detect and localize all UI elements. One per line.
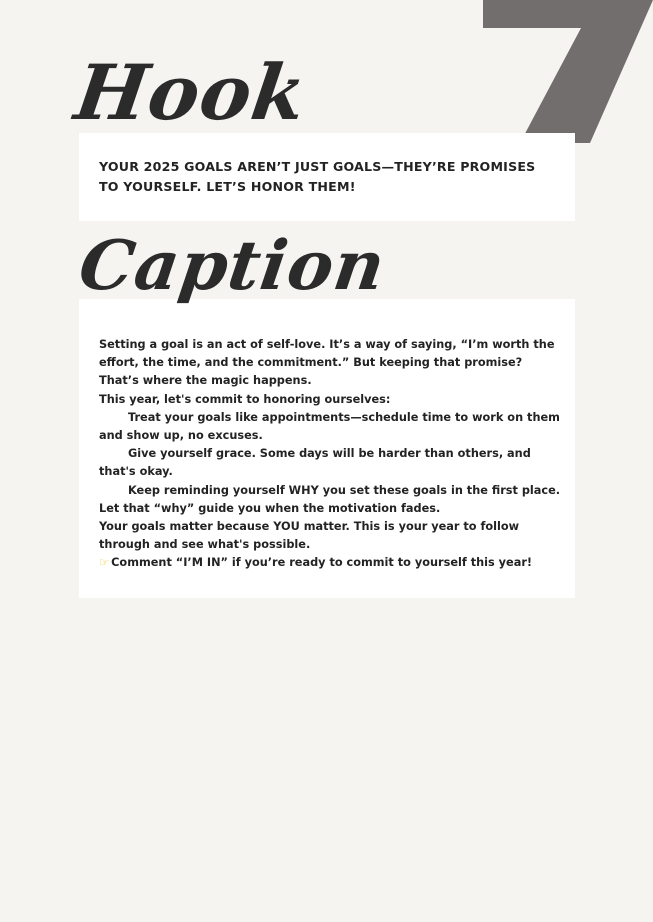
- caption-intro: Setting a goal is an act of self-love. It’s a way of saying, “I’m worth the effort, the time, and the commitment.” But keeping that promise? That’s where the magic happens.: [99, 338, 555, 388]
- caption-closing: Your goals matter because YOU matter. This is your year to follow through and see what's possible.: [99, 520, 520, 552]
- pointing-hand-icon: ☞: [99, 556, 110, 570]
- hook-text: YOUR 2025 GOALS AREN’T JUST GOALS—THEY’RE PROMISES TO YOURSELF. LET’S HONOR THEM!: [99, 159, 536, 194]
- caption-lead-in: This year, let's commit to honoring ourselves:: [99, 392, 391, 406]
- cta-text: Comment “I’M IN” if you’re ready to commit to yourself this year!: [111, 556, 533, 570]
- caption-point: Give yourself grace. Some days will be harder than others, and that's okay.: [99, 447, 531, 479]
- caption-heading: Caption: [74, 226, 391, 306]
- caption-point: Treat your goals like appointments—schedule time to work on them and show up, no excuses.: [99, 410, 560, 443]
- hook-panel: [79, 133, 575, 221]
- caption-point: Keep reminding yourself WHY you set these goals in the first place. Let that “why” guide you when the motivation fades.: [99, 483, 561, 515]
- hook-heading: Hook: [69, 48, 313, 137]
- caption-body: [99, 336, 565, 573]
- caption-call-to-action: [99, 554, 565, 572]
- caption-panel: [79, 299, 575, 598]
